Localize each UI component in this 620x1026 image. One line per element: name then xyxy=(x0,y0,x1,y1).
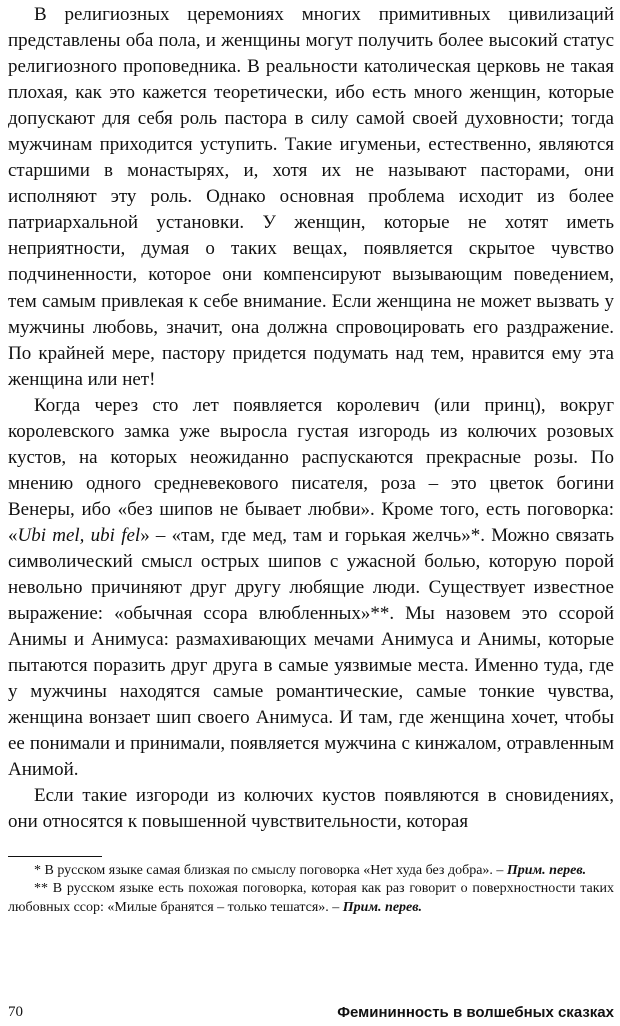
running-title: Фемининность в волшебных сказках xyxy=(337,1004,614,1021)
page-number: 70 xyxy=(8,1004,23,1020)
footnote-1-text: * В русском языке самая близкая по смыслу поговорка «Нет худа без добра». – xyxy=(34,863,507,878)
paragraph-2 xyxy=(8,393,614,784)
footnote-2-text: ** В русском языке есть похожая поговорка, которая как раз говорит о поверхностности таких любовных ссор: «Милые бранятся – только тешатся». – xyxy=(8,881,614,915)
paragraph-2-start: Когда через сто лет появляется королевич (или принц), вокруг королевского замка уже выросла густая изгородь из колючих розовых кустов, на которых неожиданно распускаются прекрасные розы. По мнению одного средневекового писателя, роза – это цветок богини Венеры, ибо «без шипов не бывает любви». Кроме того, есть поговорка: « xyxy=(8,394,614,546)
page-footer xyxy=(8,1004,614,1024)
footnote-1 xyxy=(8,862,614,880)
main-text xyxy=(8,2,614,836)
paragraph-1: В религиозных церемониях многих примитивных цивилизаций представлены оба пола, и женщины могут получить более высокий статус религиозного проповедника. В реальности католическая церковь не такая плохая, как это кажется теоретически, ибо есть много женщин, которые допускают для себя роль пастора в силу самой своей духовности; тогда мужчинам приходится уступить. Такие игуменьи, естественно, являются старшими в монастырях, и, хотя их не называют пасторами, они исполняют эту роль. Однако основная проблема исходит из более патриархальной установки. У женщин, которые не хотят иметь неприятности, думая о таких вещах, появляется скрытое чувство подчиненности, которое они компенсируют вызывающим поведением, тем самым привлекая к себе внимание. Если женщина не может вызвать у мужчины любовь, значит, она должна спровоцировать его раздражение. По крайней мере, пастору придется подумать над тем, нравится ему эта женщина или нет! xyxy=(8,4,614,390)
footnote-2-note: Прим. перев. xyxy=(342,899,423,915)
footnotes xyxy=(8,862,614,917)
footnote-2 xyxy=(8,880,614,917)
footnote-divider xyxy=(8,856,102,857)
paragraph-3: Если такие изгороди из колючих кустов появляются в сновидениях, они относятся к повышенной чувствительности, которая xyxy=(8,785,614,833)
latin-proverb: Ubi mel, ubi fel xyxy=(17,524,141,546)
paragraph-2-end: » – «там, где мед, там и горькая желчь»*. Можно связать символический смысл острых шипов с ужасной болью, которую порой невольно причиняют друг другу любящие люди. Существует известное выражение: «обычная ссора влюбленных»**. Мы назовем это ссорой Анимы и Анимуса: размахивающих мечами Анимуса и Анимы, которые пытаются поразить друг друга в самые уязвимые места. Именно туда, где у мужчины находятся самые романтические, самые тонкие чувства, женщина вонзает шип своего Анимуса. И там, где женщина хочет, чтобы ее понимали и принимали, появляется мужчина с кинжалом, отравленным Анимой. xyxy=(8,524,615,781)
footnote-1-note: Прим. перев. xyxy=(506,863,587,878)
